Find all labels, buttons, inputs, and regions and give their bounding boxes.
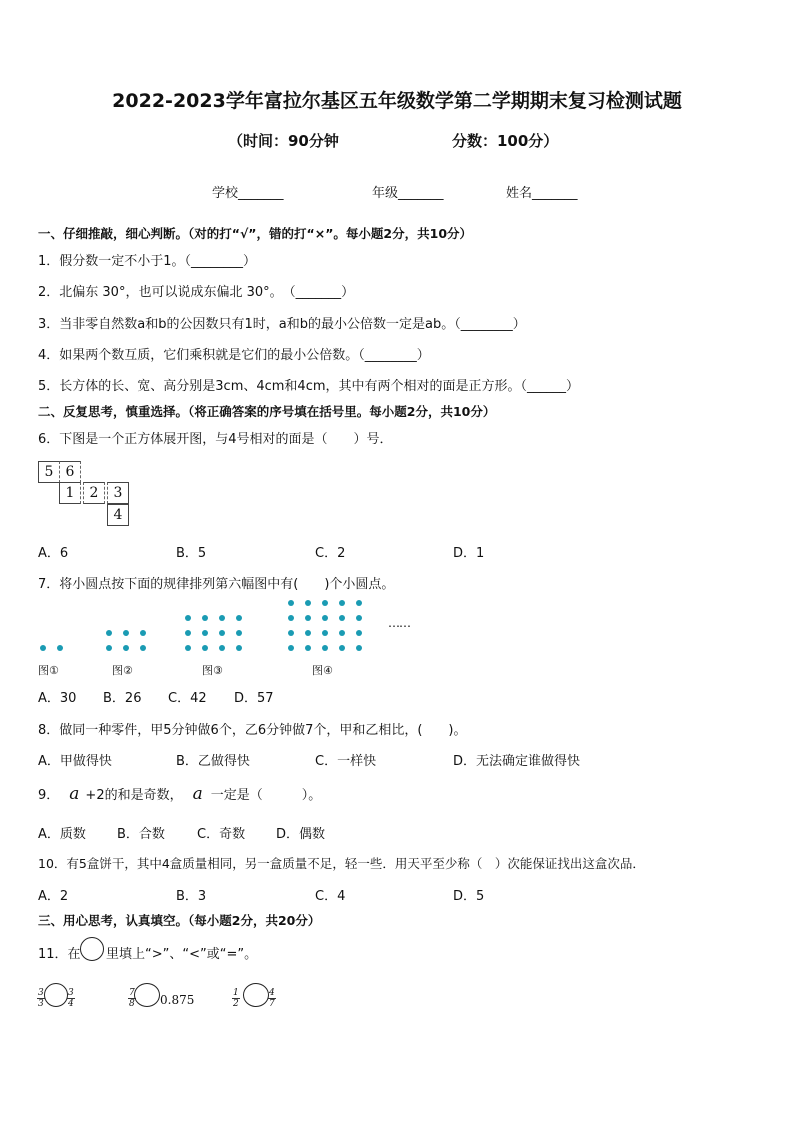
- cube-face-3: 3: [107, 482, 129, 504]
- q9-option-c: C．奇数: [197, 827, 246, 842]
- pattern-dot: [123, 630, 129, 636]
- cube-face-1: 1: [59, 482, 81, 504]
- cube-face-4: 4: [107, 504, 129, 526]
- q7-option-b: B．26: [103, 691, 142, 706]
- section3-heading: 三、用心思考，认真填空。（每小题2分，共20分）: [38, 913, 321, 928]
- pattern-dot: [356, 645, 362, 651]
- dots-ellipsis: ……: [388, 616, 410, 630]
- pattern-dot: [305, 630, 311, 636]
- pattern-dot: [202, 645, 208, 651]
- pattern-dot: [322, 645, 328, 651]
- pattern-dot: [219, 615, 225, 621]
- q6-option-b: B．5: [176, 546, 207, 561]
- q7-option-d: D．57: [234, 691, 274, 706]
- denominator: 8: [129, 999, 135, 1009]
- q8-option-c: C．一样快: [315, 754, 377, 769]
- question-2: 2．北偏东 30°，也可以说成东偏北 30°。 （_______）: [38, 285, 355, 300]
- pattern-dot: [339, 645, 345, 651]
- pattern-dot: [106, 630, 112, 636]
- numerator: 1: [233, 988, 239, 998]
- pattern-dot: [305, 600, 311, 606]
- pattern-dot: [322, 600, 328, 606]
- q9-option-a: A．质数: [38, 827, 86, 842]
- q10-option-a: A．2: [38, 889, 69, 904]
- pattern-dot: [185, 615, 191, 621]
- pattern-dot: [202, 615, 208, 621]
- name-field: 姓名_______: [506, 186, 578, 201]
- question-1: 1．假分数一定不小于1。（________）: [38, 254, 257, 269]
- question-6: 6．下图是一个正方体展开图，与4号相对的面是（ ）号．: [38, 432, 393, 447]
- question-3: 3．当非零自然数a和b的公因数只有1时，a和b的最小公倍数一定是ab。（________）: [38, 317, 526, 332]
- q9-variable-a: a: [69, 784, 80, 804]
- numerator: 3: [68, 988, 74, 998]
- cube-face-5: 5: [38, 461, 60, 483]
- compare-circle-2[interactable]: [134, 983, 160, 1007]
- pattern-dot: [140, 630, 146, 636]
- school-field: 学校_______: [212, 186, 284, 201]
- pattern-dot: [236, 630, 242, 636]
- q9-variable-a-2: a: [192, 784, 203, 804]
- question-7: 7．将小圆点按下面的规律排列第六幅图中有( )个小圆点。: [38, 577, 395, 592]
- q9-middle: +2的和是奇数，: [85, 788, 183, 803]
- pattern-dot: [339, 630, 345, 636]
- pattern-dot: [202, 630, 208, 636]
- pattern-dot: [305, 615, 311, 621]
- denominator: 4: [68, 999, 74, 1009]
- pattern-dot: [219, 645, 225, 651]
- q10-option-c: C．4: [315, 889, 346, 904]
- cube-face-2: 2: [83, 482, 105, 504]
- section2-heading: 二、反复思考，慎重选择。（将正确答案的序号填在括号里。每小题2分，共10分）: [38, 404, 496, 419]
- exam-title: 2022-2023学年富拉尔基区五年级数学第二学期期末复习检测试题: [112, 90, 682, 112]
- cube-face-6: 6: [59, 461, 81, 483]
- pattern-dot: [288, 630, 294, 636]
- numerator: 3: [38, 988, 44, 998]
- pattern-dot: [140, 645, 146, 651]
- pattern-dot: [322, 615, 328, 621]
- q6-option-c: C．2: [315, 546, 346, 561]
- exam-time: （时间：90分钟: [228, 132, 339, 150]
- pattern-dot: [305, 645, 311, 651]
- fraction-1-2: [232, 988, 240, 1009]
- question-10: 10．有5盒饼干，其中4盒质量相同，另一盒质量不足，轻一些．用天平至少称（ ）次能保证找出这盒次品．: [38, 856, 645, 871]
- q9-number: 9．: [38, 788, 60, 803]
- q8-option-a: A．甲做得快: [38, 754, 112, 769]
- section1-heading: 一、仔细推敲，细心判断。（对的打“√”，错的打“×”。每小题2分，共10分）: [38, 226, 473, 241]
- q9-option-b: B．合数: [117, 827, 165, 842]
- denominator: 2: [233, 999, 239, 1009]
- denominator: 3: [38, 999, 44, 1009]
- q8-option-d: D．无法确定谁做得快: [453, 754, 581, 769]
- q6-option-d: D．1: [453, 546, 485, 561]
- figure-label-4: 图④: [312, 664, 333, 677]
- pattern-dot: [288, 645, 294, 651]
- q6-option-a: A．6: [38, 546, 69, 561]
- figure-label-2: 图②: [112, 664, 133, 677]
- pattern-dot: [123, 645, 129, 651]
- pattern-dot: [185, 645, 191, 651]
- question-11-post: 里填上“>”、“<”或“=”。: [106, 947, 258, 962]
- compare-circle-1[interactable]: [44, 983, 68, 1007]
- q7-option-a: A．30: [38, 691, 77, 706]
- numerator: 7: [129, 988, 135, 998]
- decimal-0875: 0.875: [160, 993, 195, 1007]
- pattern-dot: [106, 645, 112, 651]
- q10-option-d: D．5: [453, 889, 485, 904]
- question-9: [38, 784, 321, 804]
- question-5: 5．长方体的长、宽、高分别是3cm、4cm和4cm，其中有两个相对的面是正方形。（______）: [38, 379, 580, 394]
- compare-circle-3[interactable]: [243, 983, 269, 1007]
- pattern-dot: [339, 615, 345, 621]
- pattern-dot: [356, 615, 362, 621]
- blank-circle-example: [80, 937, 104, 961]
- pattern-dot: [40, 645, 46, 651]
- figure-label-3: 图③: [202, 664, 223, 677]
- q7-option-c: C．42: [168, 691, 207, 706]
- pattern-dot: [322, 630, 328, 636]
- question-4: 4．如果两个数互质，它们乘积就是它们的最小公倍数。（________）: [38, 348, 430, 363]
- pattern-dot: [356, 600, 362, 606]
- question-11-pre: 11．在: [38, 947, 81, 962]
- q10-option-b: B．3: [176, 889, 207, 904]
- pattern-dot: [185, 630, 191, 636]
- pattern-dot: [356, 630, 362, 636]
- pattern-dot: [339, 600, 345, 606]
- question-8: 8．做同一种零件，甲5分钟做6个，乙6分钟做7个，甲和乙相比，( )。: [38, 723, 467, 738]
- pattern-dot: [236, 645, 242, 651]
- pattern-dot: [236, 615, 242, 621]
- fraction-3-4: [67, 988, 75, 1009]
- pattern-dot: [288, 615, 294, 621]
- q9-tail: 一定是（ ）。: [210, 788, 322, 803]
- pattern-dot: [57, 645, 63, 651]
- pattern-dot: [219, 630, 225, 636]
- q9-option-d: D．偶数: [276, 827, 326, 842]
- fraction-4-7: [268, 988, 276, 1009]
- numerator: 4: [269, 988, 275, 998]
- grade-field: 年级_______: [372, 186, 444, 201]
- exam-score: 分数：100分）: [452, 132, 559, 150]
- q8-option-b: B．乙做得快: [176, 754, 250, 769]
- denominator: 7: [269, 999, 275, 1009]
- pattern-dot: [288, 600, 294, 606]
- figure-label-1: 图①: [38, 664, 59, 677]
